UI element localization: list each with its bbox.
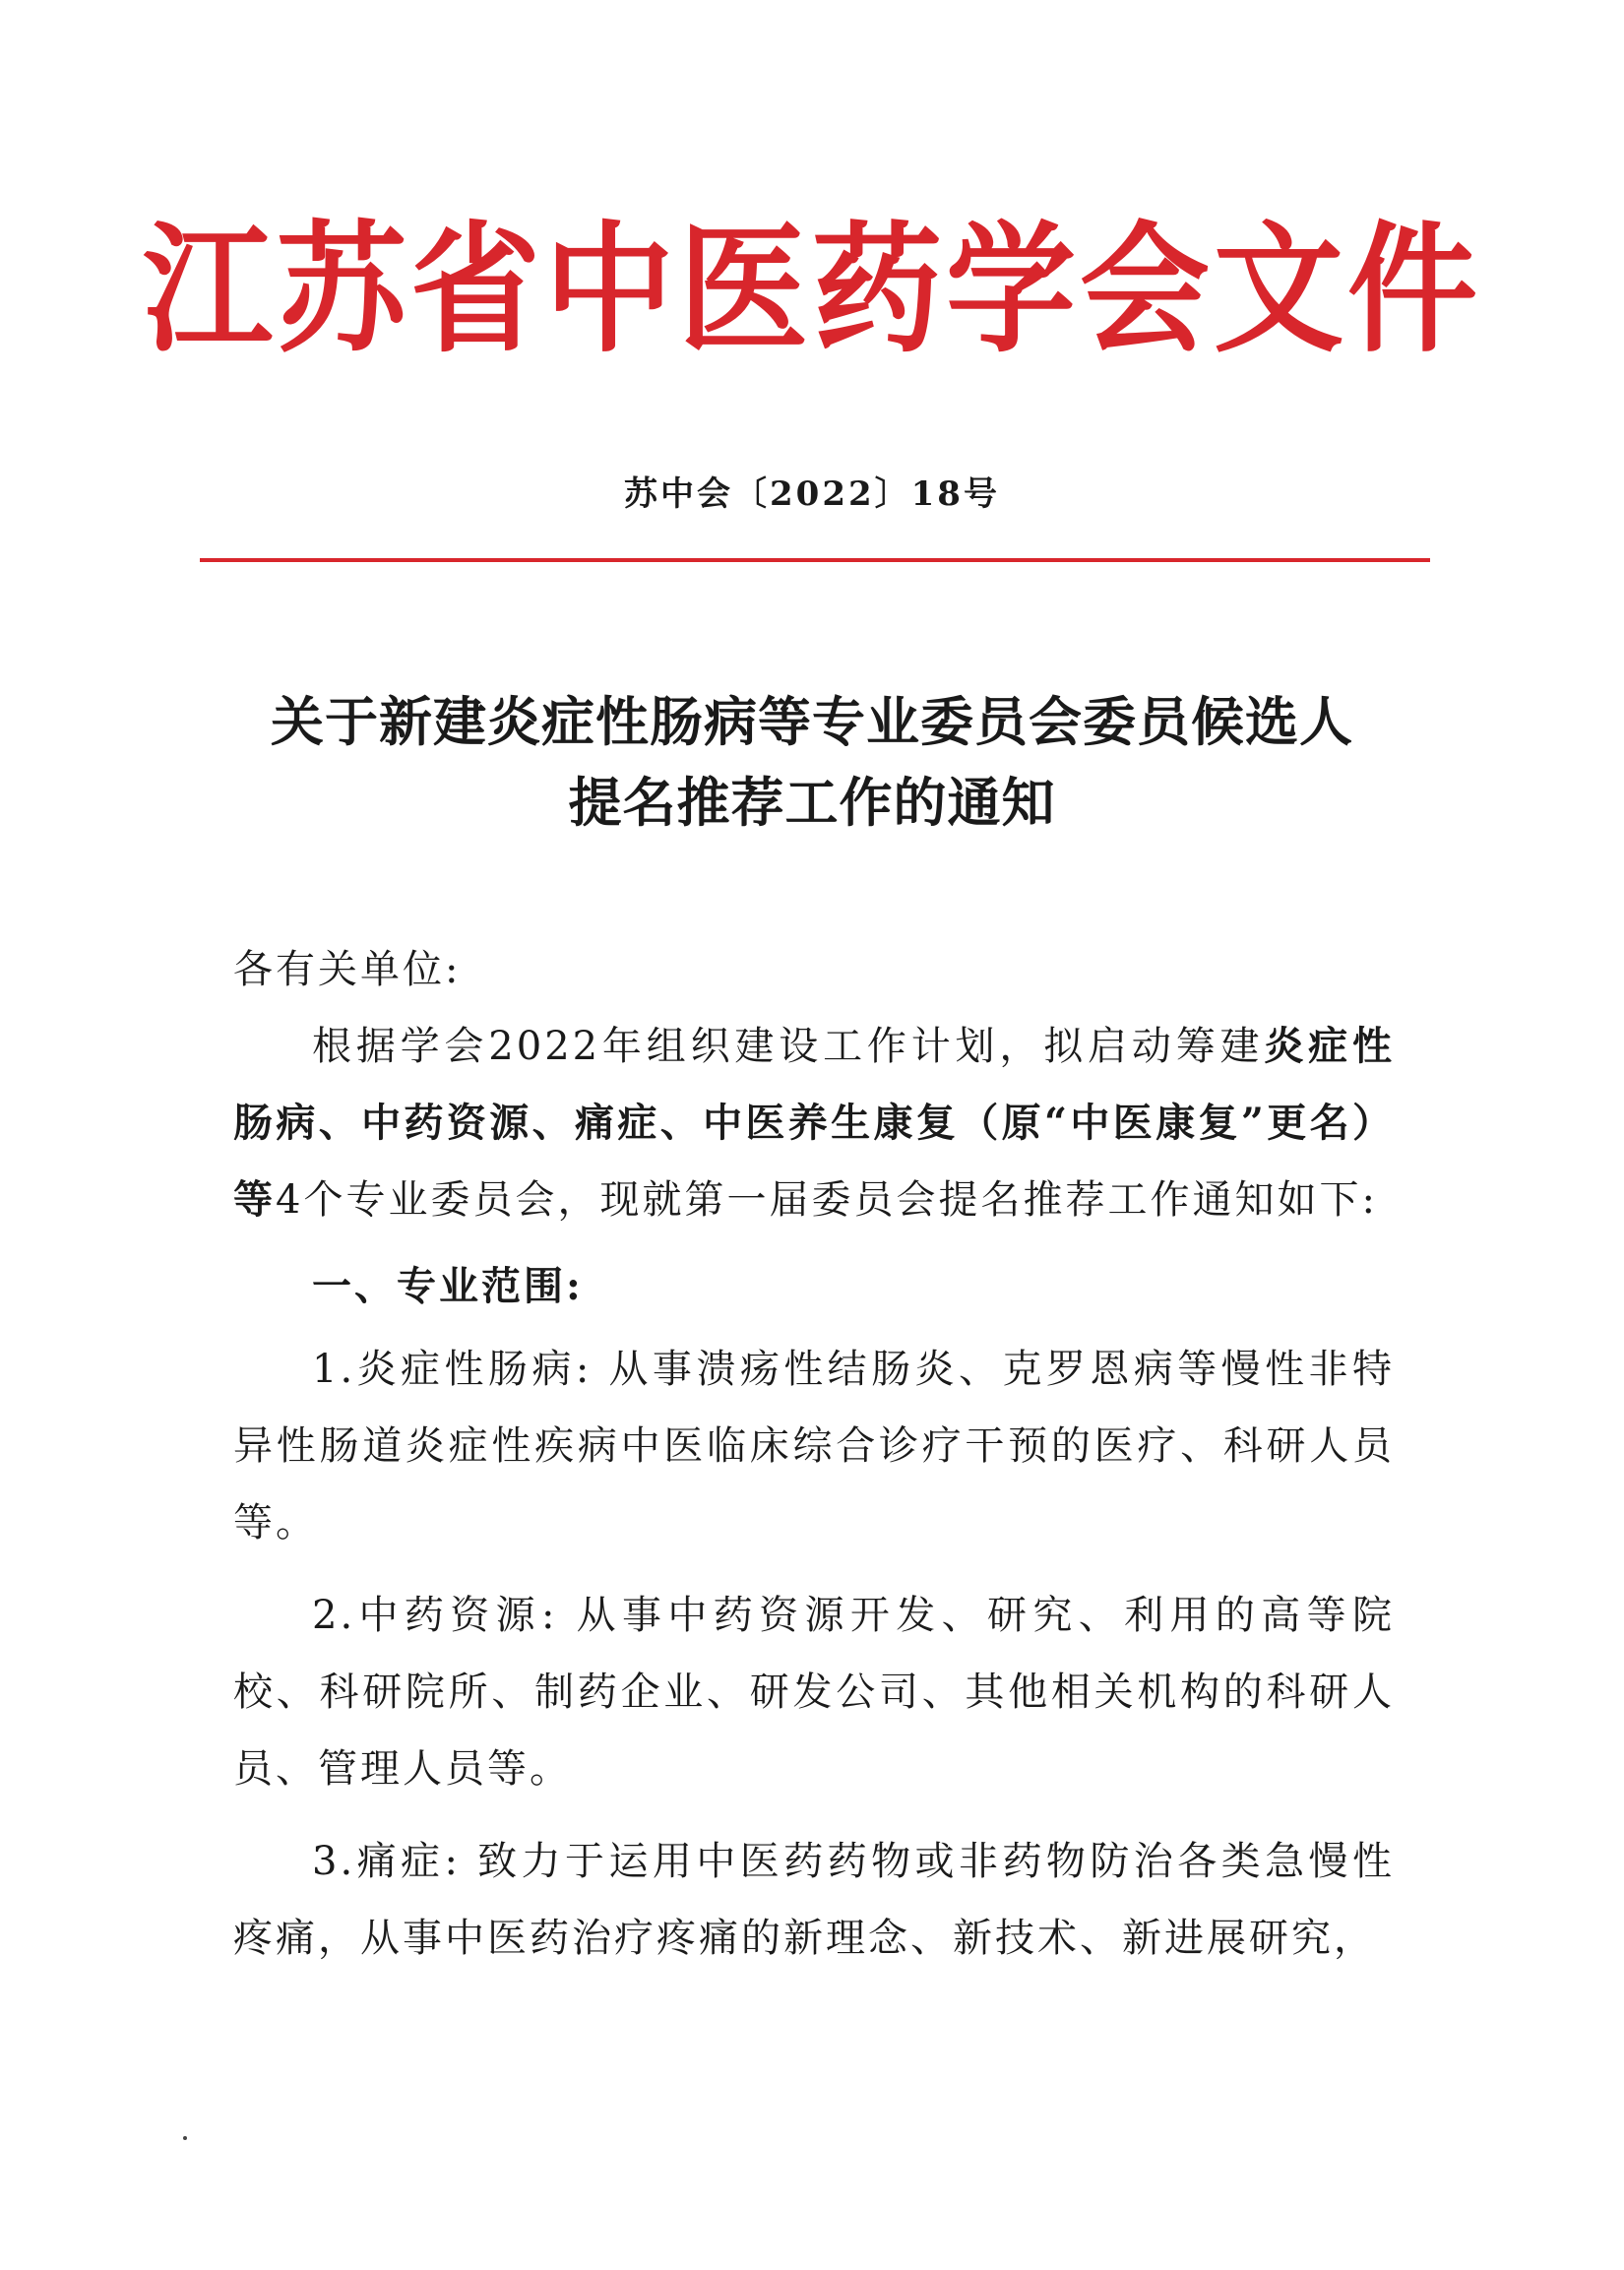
scope-item-3: 3.痛症: 致力于运用中医药药物或非药物防治各类急慢性疼痛，从事中医药治疗疼痛的新理念、新技术、新进展研究， [233,1839,1395,1961]
section-heading-scope: 一、专业范围: [312,1263,584,1309]
notice-title-line-2: 提名推荐工作的通知 [568,771,1056,834]
scope-item-2: 2.中药资源: 从事中药资源开发、研究、利用的高等院校、科研院所、制药企业、研发公司、其他相关机构的科研人员、管理人员等。 [233,1593,1395,1792]
intro-committee-names: 炎症性肠病、中药资源、痛症、中医养生康复（原“中医康复”更名）等 [233,1023,1396,1223]
intro-text-part1: 根据学会2022年组织建设工作计划，拟启动筹建 [312,1024,1265,1069]
scope-item-1: 1.炎症性肠病: 从事溃疡性结肠炎、克罗恩病等慢性非特异性肠道炎症性疾病中医临床综合诊疗干预的医疗、科研人员等。 [233,1347,1395,1545]
document-body [233,931,1395,1977]
document-number: 苏中会〔2022〕18号 [624,474,1000,514]
notice-title [0,681,1624,843]
notice-title-line-1: 关于新建炎症性肠病等专业委员会委员候选人 [271,690,1353,753]
scan-speck [183,2136,187,2140]
red-divider-line [200,558,1430,562]
intro-paragraph [233,1008,1395,1238]
intro-text-part2: 4个专业委员会，现就第一届委员会提名推荐工作通知如下: [276,1177,1378,1223]
salutation: 各有关单位: [233,947,462,992]
document-header-title: 江苏省中医药学会文件 [143,207,1481,373]
